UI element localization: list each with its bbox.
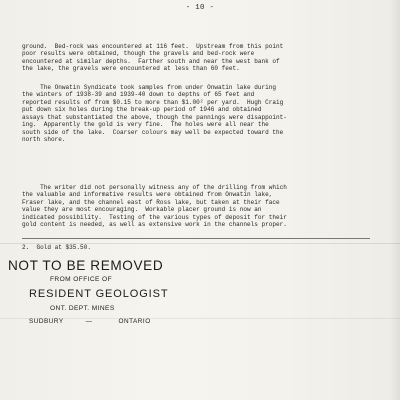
text-line: the valuable and informative results were obtained from Onwatin lake, xyxy=(22,191,273,199)
page-number: - 10 - xyxy=(185,4,215,12)
text-line: The writer did not personally witness any of the drilling from which xyxy=(22,184,287,191)
paragraph-bedrock xyxy=(22,43,374,73)
stamp-office-name: RESIDENT GEOLOGIST xyxy=(29,288,169,300)
text-line: assays that substantiated the above, though the pannings were disappoint- xyxy=(22,113,287,121)
text-line: put down six holes during the break-up period of 1946 and obtained xyxy=(22,106,262,114)
text-line: the lake, the gravels were encountered at less than 60 feet. xyxy=(22,65,240,73)
paragraph-onwatin-syndicate xyxy=(22,84,374,144)
stamp-city: SUDBURY xyxy=(29,318,64,325)
office-stamp xyxy=(8,258,198,326)
stamp-title: NOT TO BE REMOVED xyxy=(8,258,164,273)
text-line: value they are most encouraging. Workable placer ground is now an xyxy=(22,206,262,214)
footnote-divider xyxy=(22,238,370,239)
stamp-dash: — xyxy=(85,318,93,325)
text-line: ing. Apparently the gold is very fine. The holes were all near the xyxy=(22,121,269,129)
text-line: indicated possibility. Testing of the various types of deposit for their xyxy=(22,213,287,221)
text-line: south side of the lake. Coarser colours may well be expected toward the xyxy=(22,128,284,136)
paragraph-writer-observation xyxy=(22,184,374,229)
text-line: north shore. xyxy=(22,136,66,144)
page-edge-shadow xyxy=(390,0,400,400)
stamp-province: ONTARIO xyxy=(118,318,151,325)
stamp-department: ONT. DEPT. MINES xyxy=(50,305,115,312)
text-line: reported results of from $0.15 to more than $1.00² per yard. Hugh Craig xyxy=(22,98,284,106)
text-line: gold content is needed, as well as extensive work in the channels proper. xyxy=(22,221,287,229)
text-line: the winters of 1938-39 and 1939-40 down to depths of 65 feet and xyxy=(22,91,255,99)
footnote: 2. Gold at $35.50. xyxy=(22,244,91,251)
text-line: encountered at similar depths. Farther south and near the west bank of xyxy=(22,57,280,65)
stamp-location xyxy=(29,317,198,326)
text-line: poor results were obtained, though the gravels and bed-rock were xyxy=(22,50,255,58)
text-line: ground. Bed-rock was encountered at 116 feet. Upstream from this point xyxy=(22,43,284,50)
stamp-from-line: FROM OFFICE OF xyxy=(50,276,113,283)
text-line: Fraser lake, and the channel east of Ross lake, but taken at their face xyxy=(22,198,280,206)
text-line: The Onwatin Syndicate took samples from under Onwatin lake during xyxy=(22,84,277,91)
